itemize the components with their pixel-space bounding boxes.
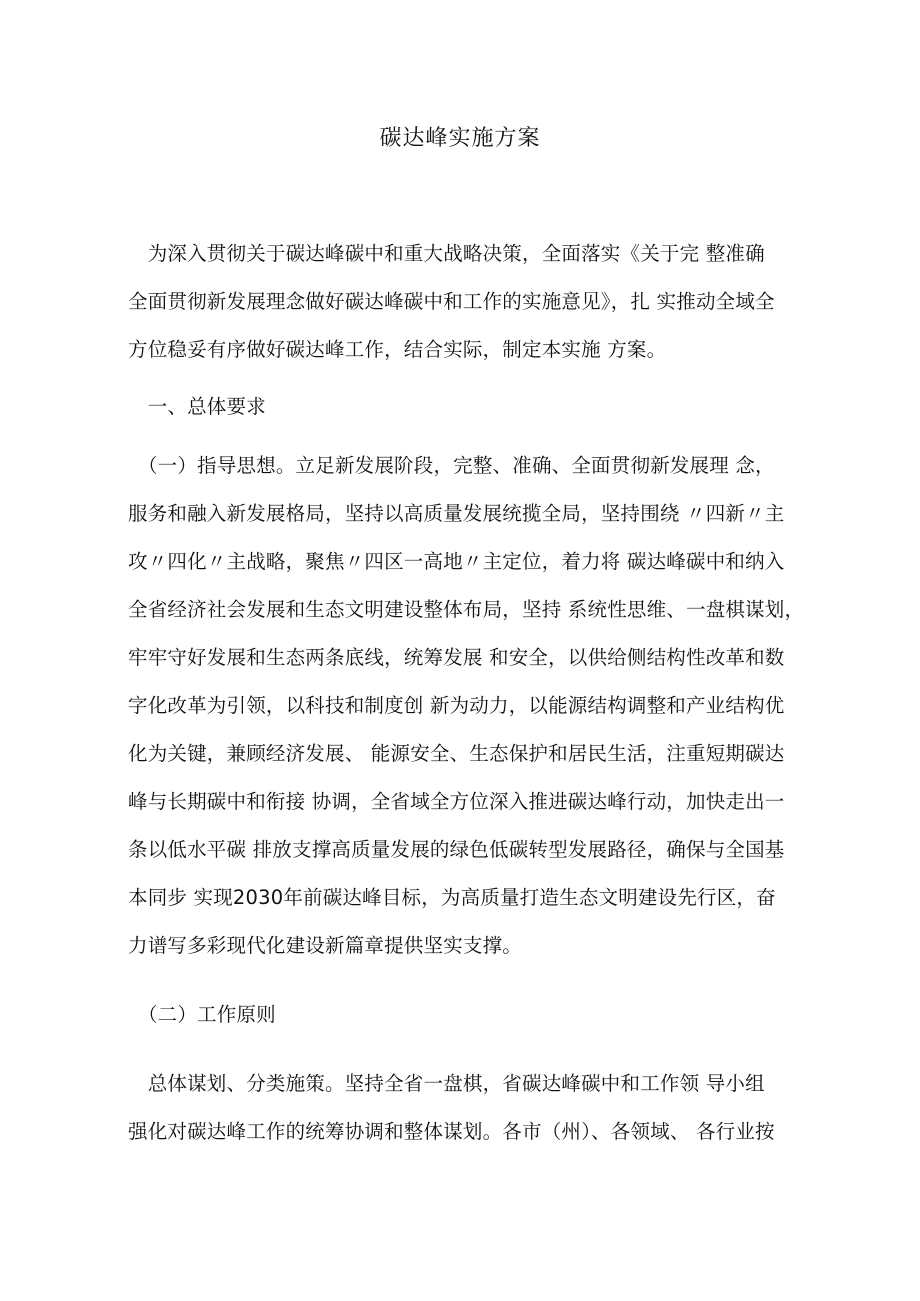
body-line: 条以低水平碳 排放支撑高质量发展的绿色低碳转型发展路径，确保与全国基 — [128, 838, 785, 861]
body-line: 峰与长期碳中和衔接 协调，全省域全方位深入推进碳达峰行动，加快走出一 — [128, 790, 785, 813]
body-line: 全省经济社会发展和生态文明建设整体布局，坚持 系统性思维、一盘棋谋划， — [128, 598, 805, 621]
body-line: 强化对碳达峰工作的统筹协调和整体谋划。各市（州）、各领域、 各行业按 — [128, 1120, 775, 1143]
body-line: 为深入贯彻关于碳达峰碳中和重大战略决策，全面落实《关于完 整准确 — [128, 242, 765, 265]
body-line: 化为关键，兼顾经济发展、 能源安全、生态保护和居民生活，注重短期碳达 — [128, 742, 785, 765]
body-line: 本同步 实现2030年前碳达峰目标，为高质量打造生态文明建设先行区，奋 — [128, 886, 776, 909]
document-title: 碳达峰实施方案 — [379, 126, 541, 151]
section-heading: 一、总体要求 — [128, 395, 266, 418]
body-line: 攻〃四化〃主战略，聚焦〃四区一高地〃主定位，着力将 碳达峰碳中和纳入 — [128, 550, 785, 573]
body-line: 力谱写多彩现代化建设新篇章提供坚实支撑。 — [128, 934, 523, 957]
body-line: （一）指导思想。立足新发展阶段，完整、准确、全面贯彻新发展理 念， — [128, 454, 775, 477]
body-line: 方位稳妥有序做好碳达峰工作，结合实际，制定本实施 方案。 — [128, 338, 667, 361]
body-line: 总体谋划、分类施策。坚持全省一盘棋，省碳达峰碳中和工作领 导小组 — [128, 1072, 765, 1095]
section-heading: （二）工作原则 — [128, 1003, 276, 1026]
body-line: 字化改革为引领，以科技和制度创 新为动力，以能源结构调整和产业结构优 — [128, 694, 785, 717]
body-line: 牢牢守好发展和生态两条底线，统筹发展 和安全，以供给侧结构性改革和数 — [128, 646, 785, 669]
body-line: 服务和融入新发展格局，坚持以高质量发展统揽全局，坚持围绕 〃四新〃主 — [128, 502, 785, 525]
body-line: 全面贯彻新发展理念做好碳达峰碳中和工作的实施意见》，扎 实推动全域全 — [128, 290, 775, 313]
